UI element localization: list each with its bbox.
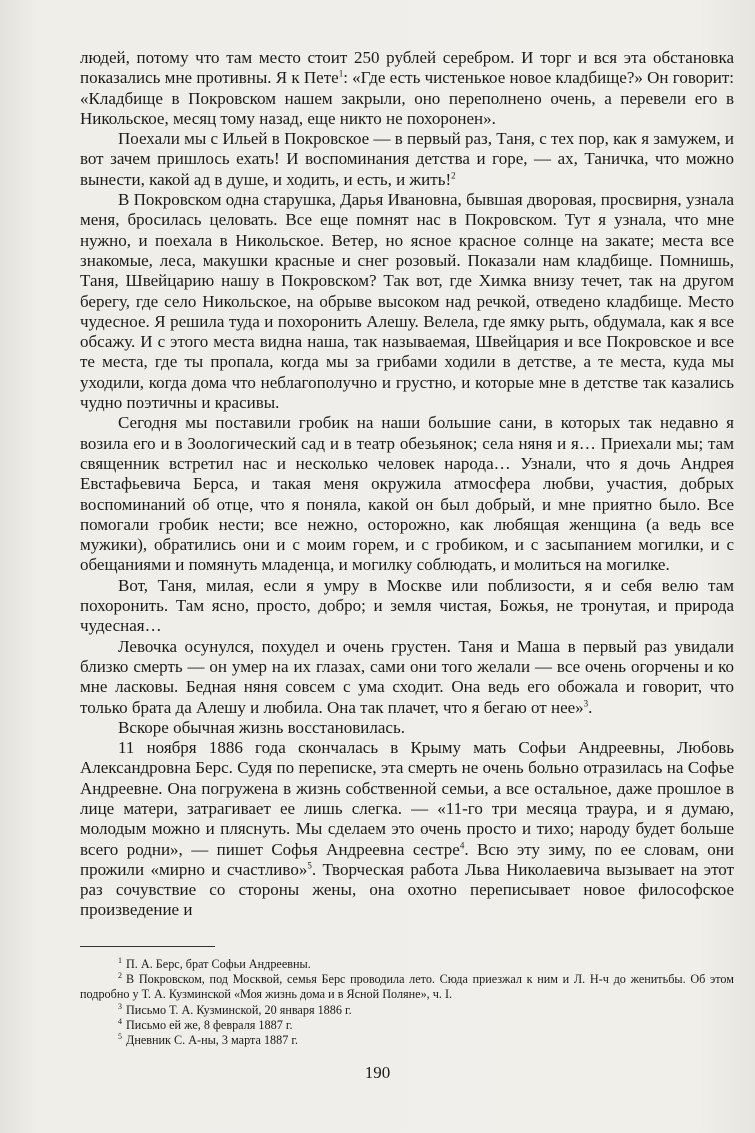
paragraph xyxy=(80,190,734,413)
footnote-ref: 4 xyxy=(459,839,465,850)
paragraph xyxy=(80,576,734,637)
footnote-number: 1 xyxy=(118,955,122,965)
paragraph-text: . Творческая работа Льва Николаевича вызывает на этот раз сочувствие со стороны жены, она охотно переписывает новое философское произведение и xyxy=(80,859,735,920)
paragraph xyxy=(80,413,734,575)
paragraph-text: 11 ноября 1886 года скончалась в Крыму мать Софьи Андреевны, Любовь Александровна Берс. Судя по переписке, эта смерть не очень больно отразилась на Софье Андреевне. Она погружена в жизнь собственной семьи, а все остальное, даже прошлое в лице матери, затрагивает ее лишь слегка. — «11-го три месяца траура, и я думаю, молодым можно и пляснуть. Мы сделаем это очень просто и тихо; народу будет больше всего родни», — пишет Софья Андреевна сестре xyxy=(80,738,734,859)
footnote-ref: 2 xyxy=(451,170,456,181)
page-number: 190 xyxy=(364,1063,391,1082)
footnote-number: 2 xyxy=(118,971,122,981)
footnotes xyxy=(80,957,734,1048)
paragraph xyxy=(80,738,734,921)
footnote-text: Письмо ей же, 8 февраля 1887 г. xyxy=(126,1017,293,1032)
footnote xyxy=(80,1018,734,1033)
footnote xyxy=(80,1033,734,1048)
footnote-text: Письмо Т. А. Кузминской, 20 января 1886 г. xyxy=(126,1002,352,1017)
footnote-ref: 5 xyxy=(307,860,312,871)
main-text xyxy=(80,48,734,921)
footnote-number: 5 xyxy=(118,1031,122,1041)
paragraph-text: В Покровском одна старушка, Дарья Ивановна, бывшая дворовая, просвирня, узнала меня, бросилась целовать. Все еще помнят нас в Покровском. Тут я узнала, что мне нужно, и поехала в Никольское. Ветер, но ясное красное солнце на закате; места все знакомые, леса, макушки красные и снег розовый. Показали нам кладбище. Помнишь, Таня, Швейцарию нашу в Покровском? Так вот, где Химка внизу течет, так на другом берегу, где село Никольское, на обрыве высоком над речкой, отведено кладбище. Место чудесное. Я решила туда и похоронить Алешу. Велела, где ямку рыть, обдумала, как я все обсажу. И с этого места видна наша, так называемая, Швейцария и все Покровское и все те места, где ты пропала, когда мы за грибами ходили в детстве, а те места, куда мы уходили, когда дома что неблагополучно и грустно, и которые мне в детстве так казались чудно поэтичны и красивы. xyxy=(80,190,734,413)
paragraph-text: людей, потому что там место стоит 250 рублей серебром. И торг и вся эта обстановка показались мне противны. Я к Пете xyxy=(80,48,734,88)
footnote-number: 3 xyxy=(118,1001,122,1011)
paragraph-text: Вот, Таня, милая, если я умру в Москве или поблизости, я и себя велю там похоронить. Там ясно, просто, добро; и земля чистая, Божья, не тронутая, и природа чудесная… xyxy=(80,575,734,636)
paragraph-text: Левочка осунулся, похудел и очень грустен. Таня и Маша в первый раз увидали близко смерть — он умер на их глазах, сами они того желали — все очень огорчены и ко мне ласковы. Бедная няня совсем с ума сходит. Она ведь его обожала и говорит, что только брата да Алешу и любила. Она так плачет, что я бегаю от нее» xyxy=(80,636,734,717)
footnote-text: П. А. Берс, брат Софьи Андреевны. xyxy=(126,957,311,971)
footnote-separator xyxy=(80,946,215,947)
paragraph xyxy=(80,718,734,738)
footnote-number: 4 xyxy=(118,1016,122,1026)
footnote-ref: 3 xyxy=(583,697,589,708)
footnote xyxy=(80,972,734,1002)
paragraph-text: Сегодня мы поставили гробик на наши большие сани, в которых так недавно я возила его и в Зоологический сад и в театр обезьянок; села няня и я… Приехали мы; там священник встретил нас и несколько человек народа… Узнали, что я дочь Андрея Евстафьевича Берса, и такая меня окружила атмосфера любви, участия, добрых воспоминаний об отце, что я поняла, какой он был добрый, и мне приятно было. Все помогали гробик нести; все нежно, осторожно, как любящая женщина (а ведь все мужики), обратились они и с моим горем, и с гробиком, и с засыпанием могилки, и с обещаниями и помянуть младенца, и могилку соблюдать, и молиться на могилке. xyxy=(80,413,734,575)
paragraph-text: . Всю эту зиму, по ее словам, они прожили «мирно и счастливо» xyxy=(80,839,734,879)
paragraph-text: : «Где есть чистенькое новое кладбище?» Он говорит: «Кладбище в Покровском нашем закрыли, оно переполнено очень, а перевели его в Никольское, месяц тому назад, еще никто не похоронен». xyxy=(80,68,734,128)
paragraph xyxy=(80,48,734,129)
paragraph xyxy=(80,637,734,718)
footnote xyxy=(80,1003,734,1018)
paragraph xyxy=(80,129,734,190)
paragraph-text: . xyxy=(588,697,593,717)
footnote-ref: 1 xyxy=(338,68,344,79)
paragraph-text: Поехали мы с Ильей в Покровское — в первый раз, Таня, с тех пор, как я замужем, и вот зачем пришлось ехать! И воспоминания детства и горе, — ах, Таничка, что можно вынести, какой ад в душе, и ходить, и есть, и жить! xyxy=(80,129,734,189)
footnote xyxy=(80,957,734,972)
footnote-text: В Покровском, под Москвой, семья Берс проводила лето. Сюда приезжал к ним и Л. Н-ч до женитьбы. Об этом подробно у Т. А. Кузминской «Моя жизнь дома и в Ясной Поляне», ч. I. xyxy=(80,972,734,1002)
footnote-text: Дневник С. А-ны, 3 марта 1887 г. xyxy=(126,1033,299,1048)
paragraph-text: Вскоре обычная жизнь восстановилась. xyxy=(118,717,405,737)
